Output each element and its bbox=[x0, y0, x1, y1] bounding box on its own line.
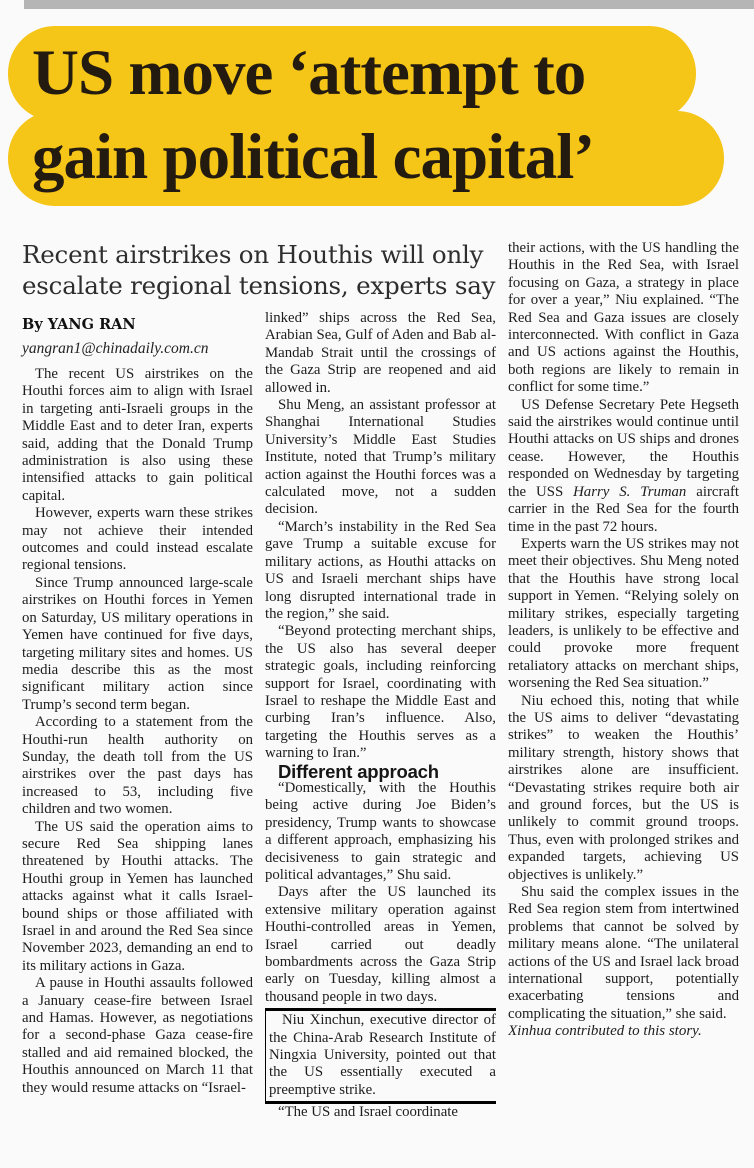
paragraph-continuation: their actions, with the US handling the Houthis in the Red Sea, with Israel focusing on Gaza, a strategy in place for over a year,” Niu explained. “The Red Sea and Gaza issues are closely interconnected. With conflict in Gaza and US actions against the Houthis, both regions are likely to remain in conflict for some time.” bbox=[508, 240, 739, 396]
byline-email: yangran1@chinadaily.com.cn bbox=[22, 340, 209, 357]
paragraph: Niu echoed this, noting that while the US aims to deliver “devastating strikes” to weaken the Houthis’ military strength, history shows that airstrikes alone are insufficient. “Devastating strikes require both air and ground forces, but the US is unlikely to commit ground troops. Thus, even with prolonged strikes and expanded targets, achieving US objectives is unlikely.” bbox=[508, 692, 739, 883]
paragraph: “Domestically, with the Houthis being active during Joe Biden’s presidency, Trump wants to showcase a different approach, emphasizing his decisiveness to gain strategic and political advantages,” Shu said. bbox=[265, 779, 496, 883]
paragraph-text: US Defense Secretary Pete Hegseth said the airstrikes would continue until Houthi attacks on US ships and drones cease. However, the Houthis responded on Wednesday by targeting the USS bbox=[508, 396, 739, 500]
top-divider-bar bbox=[24, 0, 754, 9]
article-column-1 bbox=[22, 366, 253, 1168]
paragraph: The recent US airstrikes on the Houthi forces aim to align with Israel in targeting anti-Israeli groups in the Middle East and to deter Iran, experts said, adding that the Donald Trump administration is also using these intensified attacks to gain political capital. bbox=[22, 366, 253, 504]
paragraph-continuation: linked” ships across the Red Sea, Arabian Sea, Gulf of Aden and Bab al-Mandab Strait until the crossings of the Gaza Strip are reopened and aid allowed in. bbox=[265, 310, 496, 396]
highlight-box bbox=[265, 1008, 496, 1104]
headline-line-1: US move ‘attempt to bbox=[32, 37, 586, 109]
article-column-2 bbox=[265, 310, 496, 1168]
credit-line: Xinhua contributed to this story. bbox=[508, 1023, 702, 1040]
paragraph: Days after the US launched its extensive military operation against Houthi-controlled areas in Yemen, Israel carried out deadly bombardments across the Gaza Strip early on Tuesday, killing almost a thousand people in two days. bbox=[265, 884, 496, 1005]
ship-name-italic: Harry S. Truman bbox=[573, 483, 687, 500]
headline-highlight-row-1 bbox=[8, 26, 696, 121]
paragraph bbox=[508, 397, 739, 536]
article-column-3 bbox=[508, 240, 739, 1168]
paragraph: According to a statement from the Houthi-run health authority on Sunday, the death toll from the US airstrikes over the past days has increased to 53, including five children and two women. bbox=[22, 714, 253, 818]
paragraph: Shu Meng, an assistant professor at Shanghai International Studies University’s Middle East Studies Institute, noted that Trump’s military action against the Houthi forces was a calculated move, not a sudden decision. bbox=[265, 397, 496, 518]
headline-line-2: gain political capital’ bbox=[32, 121, 594, 193]
boxed-paragraph: Niu Xinchun, executive director of the China-Arab Research Institute of Ningxia University, pointed out that the US essentially executed a preemptive strike. bbox=[269, 1012, 496, 1098]
paragraph: Shu said the complex issues in the Red Sea region stem from intertwined problems that cannot be solved by military means alone. “The unilateral actions of the US and Israel lack broad international support, potentially exacerbating tensions and complicating the situation,” she said. bbox=[508, 884, 739, 1022]
section-heading: Different approach bbox=[278, 760, 439, 782]
paragraph: “The US and Israel coordinate bbox=[278, 1104, 458, 1121]
paragraph: However, experts warn these strikes may not achieve their intended outcomes and could instead escalate regional tensions. bbox=[22, 505, 253, 574]
headline-highlight-row-2 bbox=[8, 111, 724, 206]
paragraph: Since Trump announced large-scale airstrikes on Houthi forces in Yemen on Saturday, US military operations in Yemen have continued for five days, targeting military sites and homes. US media describe this as the most significant military action since Trump’s second term began. bbox=[22, 574, 253, 713]
paragraph: “Beyond protecting merchant ships, the US also has several deeper strategic goals, including reinforcing support for Israel, coordinating with Israel to reshape the Middle East and curbing Iran’s influence. Also, targeting the Houthis serves as a warning to Iran.” bbox=[265, 623, 496, 762]
subheadline: Recent airstrikes on Houthis will only escalate regional tensions, experts say bbox=[22, 240, 496, 300]
paragraph: Experts warn the US strikes may not meet their objectives. Shu Meng noted that the Houthis have strong local support in Yemen. “Relying solely on military strikes, especially targeting leaders, is unlikely to be effective and could provoke more frequent retaliatory attacks on merchant ships, worsening the Red Sea situation.” bbox=[508, 535, 739, 692]
paragraph: “March’s instability in the Red Sea gave Trump a suitable excuse for military actions, as Houthi attacks on US and Israeli merchant ships have long disrupted international trade in the region,” she said. bbox=[265, 518, 496, 622]
byline-author: By YANG RAN bbox=[22, 316, 136, 333]
paragraph: A pause in Houthi assaults followed a January cease-fire between Israel and Hamas. However, as negotiations for a second-phase Gaza cease-fire stalled and aid remained blocked, the Houthis announced on March 11 that they would resume attacks on “Israel- bbox=[22, 975, 253, 1096]
paragraph: The US said the operation aims to secure Red Sea shipping lanes threatened by Houthi attacks. The Houthi group in Yemen has launched attacks against what it calls Israel-bound ships or those affiliated with Israel in and around the Red Sea since November 2023, demanding an end to its military actions in Gaza. bbox=[22, 818, 253, 974]
paragraph-text: aircraft carrier in the Red Sea for the fourth time in the past 72 hours. bbox=[508, 483, 739, 535]
